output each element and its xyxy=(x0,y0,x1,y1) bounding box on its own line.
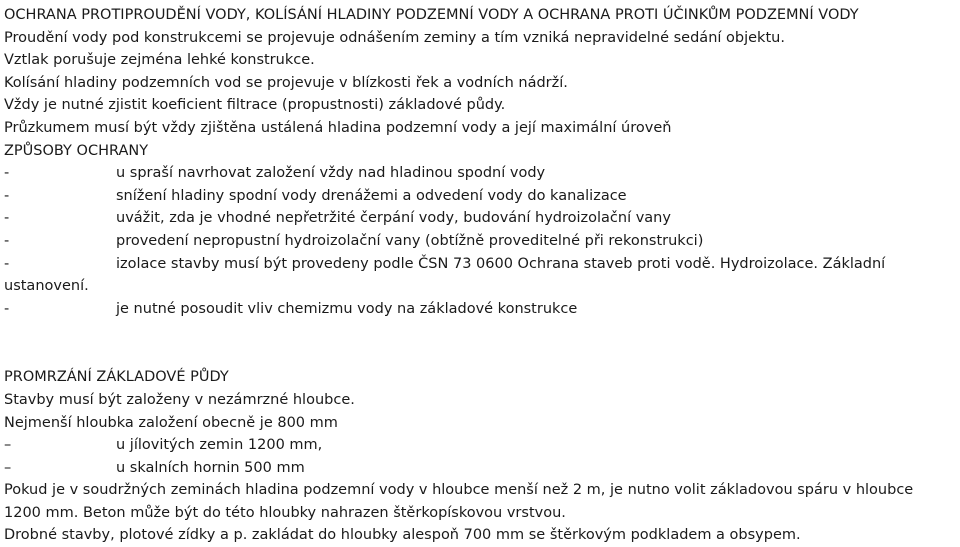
text-line: 1200 mm. Beton může být do této hloubky nahrazen štěrkopískovou vrstvou. xyxy=(4,504,566,521)
subheading-protection-methods: ZPŮSOBY OCHRANY xyxy=(4,142,149,159)
text-line: Drobné stavby, plotové zídky a p. zakládat do hloubky alespoň 700 mm se štěrkovým podkladem a obsypem. xyxy=(4,527,801,544)
list-item-text: izolace stavby musí být provedeny podle ČSN 73 0600 Ochrana staveb proti vodě. Hydroizolace. Základní xyxy=(116,255,886,272)
text-line: Kolísání hladiny podzemních vod se projevuje v blízkosti řek a vodních nádrží. xyxy=(4,74,568,91)
section-heading-groundwater: OCHRANA PROTIPROUDĚNÍ VODY, KOLÍSÁNÍ HLADINY PODZEMNÍ VODY A OCHRANA PROTI ÚČINKŮM PODZEMNÍ VODY xyxy=(4,7,859,23)
list-item xyxy=(4,162,956,185)
list-item xyxy=(4,207,956,230)
list-marker: - xyxy=(4,187,10,204)
list-item-text: u skalních hornin 500 mm xyxy=(116,459,305,476)
text-line: Vždy je nutné zjistit koeficient filtrace (propustnosti) základové půdy. xyxy=(4,97,506,114)
text-line: Stavby musí být založeny v nezámrzné hloubce. xyxy=(4,391,355,408)
list-item xyxy=(4,434,956,457)
list-item-text: snížení hladiny spodní vody drenážemi a odvedení vody do kanalizace xyxy=(116,187,627,204)
list-item xyxy=(4,185,956,208)
list-item xyxy=(4,298,956,321)
list-item-text: u spraší navrhovat založení vždy nad hladinou spodní vody xyxy=(116,165,546,182)
list-item-text: provedení nepropustní hydroizolační vany (obtížně proveditelné při rekonstrukci) xyxy=(116,232,704,249)
list-marker: - xyxy=(4,232,10,249)
list-marker: - xyxy=(4,210,10,227)
list-marker: - xyxy=(4,300,10,317)
text-line: Průzkumem musí být vždy zjištěna ustálená hladina podzemní vody a její maximální úroveň xyxy=(4,119,672,136)
list-item-text: uvážit, zda je vhodné nepřetržité čerpání vody, budování hydroizolační vany xyxy=(116,210,671,227)
list-item xyxy=(4,253,956,276)
list-item xyxy=(4,230,956,253)
list-item-text: u jílovitých zemin 1200 mm, xyxy=(116,437,323,454)
document-page xyxy=(4,4,956,547)
text-line: Pokud je v soudržných zeminách hladina podzemní vody v hloubce menší než 2 m, je nutno volit základovou spáru v hloubce xyxy=(4,482,914,499)
list-item-text: je nutné posoudit vliv chemizmu vody na základové konstrukce xyxy=(116,300,578,317)
list-marker: – xyxy=(4,437,12,454)
section-heading-frost: PROMRZÁNÍ ZÁKLADOVÉ PŮDY xyxy=(4,369,229,386)
list-item xyxy=(4,457,956,480)
text-line: Proudění vody pod konstrukcemi se projevuje odnášením zeminy a tím vzniká nepravidelné sedání objektu. xyxy=(4,29,785,46)
text-line: Nejmenší hloubka založení obecně je 800 mm xyxy=(4,414,338,431)
list-marker: - xyxy=(4,165,10,182)
list-marker: - xyxy=(4,255,10,272)
list-item-continuation: ustanovení. xyxy=(4,278,89,295)
section-spacer xyxy=(4,320,956,366)
text-line: Vztlak porušuje zejména lehké konstrukce. xyxy=(4,52,315,69)
list-marker: – xyxy=(4,459,12,476)
